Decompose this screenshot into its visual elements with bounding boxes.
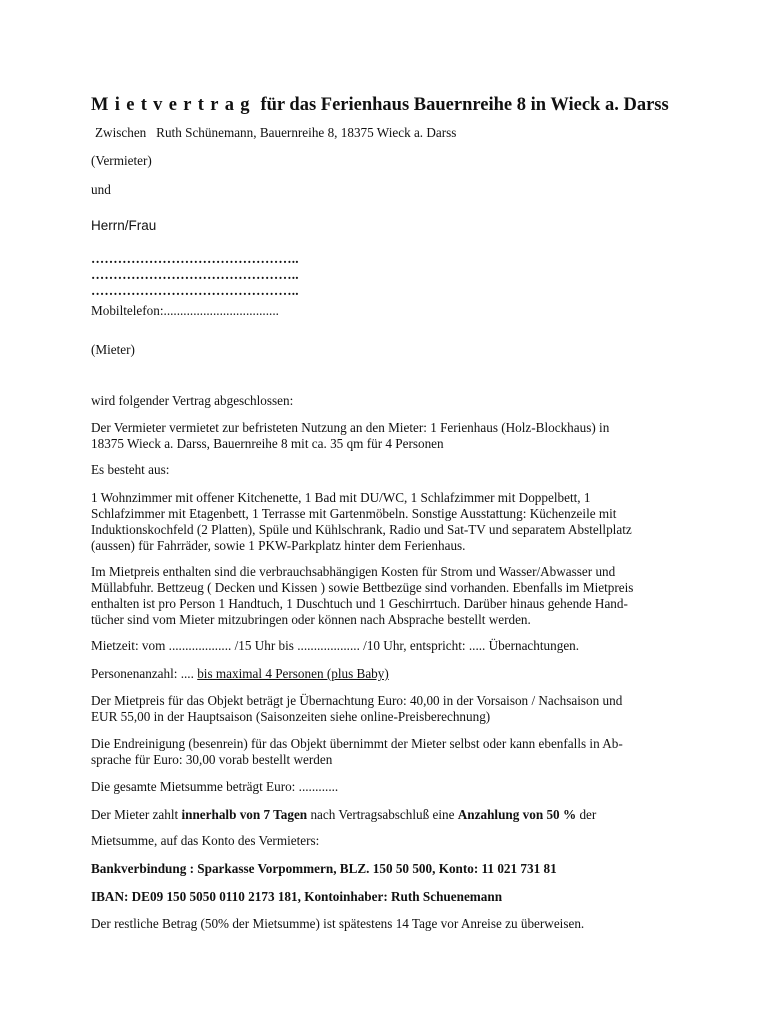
title-spaced-word: Mietvertrag xyxy=(91,95,256,115)
rent-object-line-1: Der Vermieter vermietet zur befristeten Nutzung an den Mieter: 1 Ferienhaus (Holz-Blockhaus) in xyxy=(91,420,610,435)
deposit-deadline: innerhalb von 7 Tagen xyxy=(181,807,308,822)
iban-details: IBAN: DE09 150 5050 0110 2173 181, Kontoinhaber: Ruth Schuenemann xyxy=(91,889,503,904)
price-line-2: EUR 55,00 in der Hauptsaison (Saisonzeiten siehe online-Preisberechnung) xyxy=(91,709,491,724)
price-line-1: Der Mietpreis für das Objekt beträgt je Übernachtung Euro: 40,00 in der Vorsaison / Nachsaison und xyxy=(91,693,623,708)
remainder-payment: Der restliche Betrag (50% der Mietsumme) ist spätestens 14 Tage vor Anreise zu überweisen. xyxy=(91,916,585,931)
persons-max: bis maximal 4 Personen (plus Baby) xyxy=(197,666,389,681)
tenant-name-blank: ……………………………………….. xyxy=(91,251,299,266)
included-line-3: enthalten ist pro Person 1 Handtuch, 1 Duschtuch und 1 Geschirrtuch. Darüber hinaus gehende Hand- xyxy=(91,596,628,611)
rooms-line-3: Induktionskochfeld (2 Platten), Spüle und Kühlschrank, Radio und Sat-TV und separatem Abstellplatz xyxy=(91,522,632,537)
included-line-1: Im Mietpreis enthalten sind die verbrauchsabhängigen Kosten für Strom und Wasser/Abwasser und xyxy=(91,564,616,579)
tenant-salutation: Herrn/Frau xyxy=(91,218,157,233)
included-line-4: tücher sind vom Mieter mitzubringen oder können nach Absprache bestellt werden. xyxy=(91,612,531,627)
rent-object-line-2: 18375 Wieck a. Darss, Bauernreihe 8 mit ca. 35 qm für 4 Personen xyxy=(91,436,444,451)
deposit-part-1: Der Mieter zahlt xyxy=(91,807,182,822)
landlord-details: Ruth Schünemann, Bauernreihe 8, 18375 Wieck a. Darss xyxy=(156,125,457,140)
rooms-line-4: (aussen) für Fahrräder, sowie 1 PKW-Parkplatz hinter dem Ferienhaus. xyxy=(91,538,466,553)
bank-details: Bankverbindung : Sparkasse Vorpommern, BLZ. 150 50 500, Konto: 11 021 731 81 xyxy=(91,861,557,876)
between-label: Zwischen xyxy=(95,125,147,140)
rental-period: Mietzeit: vom ................... /15 Uhr bis ................... /10 Uhr, entspricht: ..... Übernachtungen. xyxy=(91,638,580,653)
rooms-line-1: 1 Wohnzimmer mit offener Kitchenette, 1 Bad mit DU/WC, 1 Schlafzimmer mit Doppelbett, 1 xyxy=(91,490,591,505)
tenant-address-blank: ……………………………………….. xyxy=(91,267,299,282)
cleaning-line-1: Die Endreinigung (besenrein) für das Objekt übernimmt der Mieter selbst oder kann ebenfalls in Ab- xyxy=(91,736,623,751)
tenant-city-blank: ……………………………………….. xyxy=(91,283,299,298)
deposit-percentage: Anzahlung von 50 % xyxy=(457,807,577,822)
deposit-line xyxy=(91,807,596,823)
landlord-role: (Vermieter) xyxy=(91,153,152,168)
deposit-continuation: Mietsumme, auf das Konto des Vermieters: xyxy=(91,833,320,848)
deposit-part-3: der xyxy=(576,807,597,822)
total-amount: Die gesamte Mietsumme beträgt Euro: ............ xyxy=(91,779,339,794)
cleaning-line-2: sprache für Euro: 30,00 vorab bestellt werden xyxy=(91,752,333,767)
document-title xyxy=(91,94,669,116)
rooms-line-2: Schlafzimmer mit Etagenbett, 1 Terrasse mit Gartenmöbeln. Sonstige Ausstattung: Küchenzeile mit xyxy=(91,506,617,521)
persons-line xyxy=(91,666,389,682)
title-rest: für das Ferienhaus Bauernreihe 8 in Wieck a. Darss xyxy=(260,95,669,115)
persons-label: Personenanzahl: .... xyxy=(91,666,198,681)
parties-line xyxy=(95,125,456,141)
consists-of: Es besteht aus: xyxy=(91,462,170,477)
tenant-role: (Mieter) xyxy=(91,342,135,357)
contract-intro: wird folgender Vertrag abgeschlossen: xyxy=(91,393,294,408)
included-line-2: Müllabfuhr. Bettzeug ( Decken und Kissen ) sowie Bettbezüge sind vorhanden. Ebenfalls im Mietpreis xyxy=(91,580,634,595)
and-word: und xyxy=(91,182,111,197)
mobile-phone-field: Mobiltelefon:................................... xyxy=(91,303,279,318)
deposit-part-2: nach Vertragsabschluß eine xyxy=(307,807,458,822)
